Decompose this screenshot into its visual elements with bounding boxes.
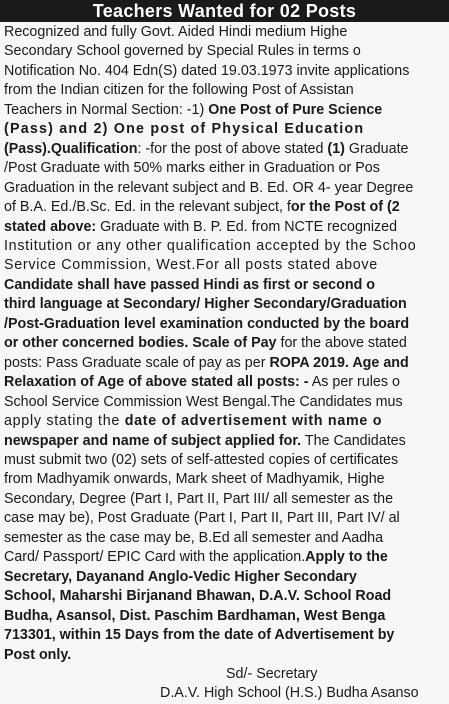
body-line [4,529,449,548]
text: Secondary School governed by Special Rules in terms o [4,43,361,60]
body-line [4,101,449,120]
bold-text: date of advertisement with name o [124,413,383,430]
text: posts: Pass Graduate scale of pay as per [4,354,270,371]
body-line [4,81,449,100]
body-line [4,23,449,42]
body-line [4,548,449,567]
bold-text: newspaper and name of subject applied for. [4,432,302,449]
body-line [4,276,449,295]
body-line [4,626,449,645]
body-line [4,607,449,626]
bold-text: third language at Secondary/ Higher Secondary/Graduation [4,296,407,313]
bold-text: Relaxation of Age of above stated all posts: - [4,374,309,391]
body-line [4,218,449,237]
signature-school: D.A.V. High School (H.S.) Budha Asanso [160,685,419,702]
text: apply stating the [4,413,125,430]
body-line [4,256,449,275]
body-line [4,237,449,256]
text: Teachers in Normal Section: -1) [4,101,209,118]
text: of B.A. Ed./B.Sc. Ed. in the relevant subject, f [4,199,291,216]
bold-text: 713301, within 15 Days from the date of Advertisement by [4,627,395,644]
body-line [4,42,449,61]
body-line [4,295,449,314]
text: Card/ Passport/ EPIC Card with the application. [4,549,306,566]
bold-text: Post only. [4,646,72,663]
text: semester as the case may be, B.Ed all semester and Aadha [4,529,384,546]
bold-text: One Post of Pure Science [208,101,383,118]
bold-text: Secretary, Dayanand Anglo-Vedic Higher Secondary [4,568,357,585]
body-line [4,509,449,528]
text: Institution or any other qualification accepted by the Schoo [4,237,417,254]
text: : -for the post of above stated [137,140,328,157]
text: School Service Commission West Bengal.The Candidates mus [4,393,403,410]
text: Service Commission, West.For all posts stated above [4,257,378,274]
body-line [4,646,449,665]
body-line [4,140,449,159]
text: Graduation in the relevant subject and B. Ed. OR 4- year Degree [4,179,414,196]
text: The Candidates [301,432,406,449]
bold-text: /Post-Graduation level examination conducted by the board [4,315,410,332]
bold-text: Budha, Asansol, Dist. Paschim Bardhaman, West Benga [4,607,386,624]
ad-body [0,22,449,665]
text: Recognized and fully Govt. Aided Hindi medium Highe [4,24,348,40]
bold-text: (1) [327,140,345,157]
body-line [4,334,449,353]
bold-text: ROPA 2019. Age and [269,354,409,371]
text: /Post Graduate with 50% marks either in Graduation or Pos [4,160,380,177]
body-line [4,179,449,198]
body-line [4,354,449,373]
bold-text: Apply to the [305,549,388,566]
body-line [4,62,449,81]
bold-text: stated above: [4,218,97,235]
bold-text: (Pass) and 2) One post of Physical Education [4,121,365,138]
ad-title: Teachers Wanted for 02 Posts [0,0,449,22]
text: As per rules o [308,374,400,391]
body-line [4,470,449,489]
body-line [4,568,449,587]
body-line [4,315,449,334]
text: from the Indian citizen for the following Post of Assistan [4,82,354,99]
body-line [4,159,449,178]
body-line [4,198,449,217]
text: Graduate [344,140,409,157]
body-line [4,393,449,412]
bold-text: Candidate shall have passed Hindi as first or second o [4,276,376,293]
body-line [4,120,449,139]
body-line [4,490,449,509]
body-line [4,373,449,392]
bold-text: (Pass).Qualification [4,140,138,157]
body-line [4,412,449,431]
signature-title: Sd/- Secretary [226,665,318,682]
text: Secondary, Degree (Part I, Part II, Part III/ all semester as the [4,490,394,507]
text: from Madhyamik onwards, Mark sheet of Madhyamik, Highe [4,471,385,488]
body-line [4,432,449,451]
bold-text: or the Post of (2 [290,199,400,216]
bold-text: or other concerned bodies. Scale of Pay [4,335,277,352]
text: Graduate with B. P. Ed. from NCTE recognized [96,218,398,235]
text: Notification No. 404 Edn(S) dated 19.03.1973 invite applications [4,62,410,79]
text: case may be), Post Graduate (Part I, Part II, Part III, Part IV/ al [4,510,400,527]
text: for the above stated [276,335,407,352]
signature-block [0,665,449,704]
body-line [4,451,449,470]
text: must submit two (02) sets of self-attested copies of certificates [4,451,399,468]
body-line [4,587,449,606]
bold-text: School, Maharshi Birjanand Bhawan, D.A.V. School Road [4,588,392,605]
